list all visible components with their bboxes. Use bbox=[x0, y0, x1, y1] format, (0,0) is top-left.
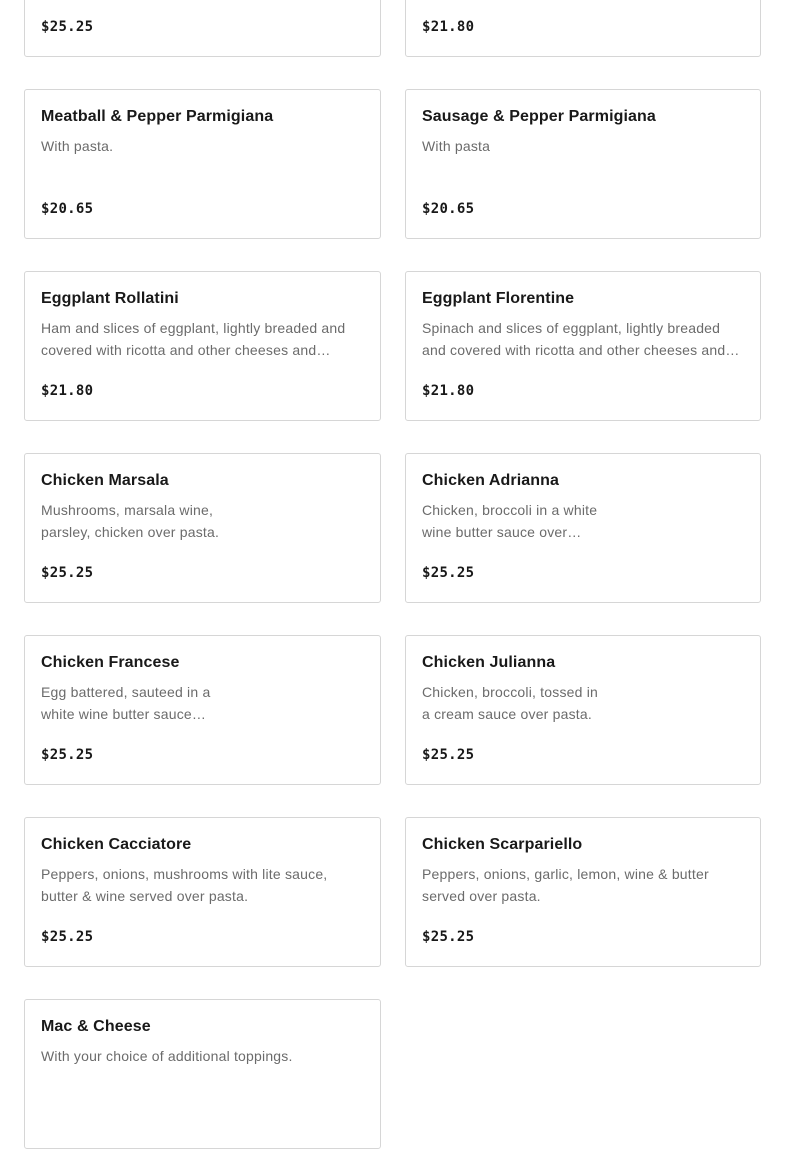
menu-item-card[interactable] bbox=[24, 635, 381, 785]
menu-item-description: Egg battered, sauteed in a white wine butter sauce… bbox=[41, 684, 211, 722]
menu-item-description: Chicken, broccoli, tossed in a cream sauce over pasta. bbox=[422, 684, 599, 722]
menu-item-price: $21.80 bbox=[422, 383, 475, 399]
menu-item-name: Chicken Adrianna bbox=[422, 472, 560, 489]
menu-item-card[interactable] bbox=[24, 817, 381, 967]
menu-item-description: With pasta bbox=[422, 138, 491, 154]
menu-item-description: With your choice of additional toppings. bbox=[41, 1048, 293, 1064]
menu-item-description: Ham and slices of eggplant, lightly breaded and covered with ricotta and other cheeses and… bbox=[41, 320, 346, 358]
menu-item-name: Mac & Cheese bbox=[41, 1018, 151, 1035]
menu-item-price: $21.80 bbox=[422, 19, 475, 35]
menu-item-price: $25.25 bbox=[422, 565, 475, 581]
menu-item-name: Sausage & Pepper Parmigiana bbox=[422, 108, 656, 125]
menu-item-name: Chicken Marsala bbox=[41, 472, 169, 489]
menu-item-card[interactable] bbox=[405, 271, 761, 421]
menu-item-description: Mushrooms, marsala wine, parsley, chicken over pasta. bbox=[41, 502, 220, 540]
menu-item-description: With pasta. bbox=[41, 138, 114, 154]
menu-item-description: Peppers, onions, mushrooms with lite sauce, butter & wine served over pasta. bbox=[41, 866, 328, 904]
menu-item-card[interactable] bbox=[405, 817, 761, 967]
menu-item-description: Chicken, broccoli in a white wine butter sauce over… bbox=[422, 502, 598, 540]
menu-item-card[interactable] bbox=[405, 89, 761, 239]
menu-item-price: $25.25 bbox=[41, 747, 94, 763]
menu-item-card[interactable] bbox=[24, 89, 381, 239]
menu-item-description: Spinach and slices of eggplant, lightly breaded and covered with ricotta and other cheeses and… bbox=[422, 320, 740, 358]
menu-item-name: Eggplant Rollatini bbox=[41, 290, 179, 307]
menu-item-card[interactable] bbox=[24, 999, 381, 1149]
menu-item-card[interactable] bbox=[405, 0, 761, 57]
menu-item-price: $25.25 bbox=[422, 747, 475, 763]
menu-item-name: Meatball & Pepper Parmigiana bbox=[41, 108, 274, 125]
menu-item-name: Chicken Francese bbox=[41, 654, 180, 671]
menu-item-price: $25.25 bbox=[41, 565, 94, 581]
menu-item-price: $25.25 bbox=[41, 929, 94, 945]
menu-item-card[interactable] bbox=[24, 271, 381, 421]
menu-item-price: $20.65 bbox=[41, 201, 94, 217]
menu-item-name: Chicken Julianna bbox=[422, 654, 556, 671]
menu-item-price: $21.80 bbox=[41, 383, 94, 399]
menu-item-card[interactable] bbox=[24, 0, 381, 57]
menu-item-price: $25.25 bbox=[41, 19, 94, 35]
menu-item-name: Chicken Scarpariello bbox=[422, 836, 583, 853]
menu-item-name: Chicken Cacciatore bbox=[41, 836, 192, 853]
menu-item-name: Eggplant Florentine bbox=[422, 290, 575, 307]
menu-item-price: $20.65 bbox=[422, 201, 475, 217]
menu-item-card[interactable] bbox=[405, 635, 761, 785]
menu-item-card[interactable] bbox=[24, 453, 381, 603]
menu-item-card[interactable] bbox=[405, 453, 761, 603]
menu-item-description: Peppers, onions, garlic, lemon, wine & butter served over pasta. bbox=[422, 866, 709, 904]
menu-item-price: $25.25 bbox=[422, 929, 475, 945]
